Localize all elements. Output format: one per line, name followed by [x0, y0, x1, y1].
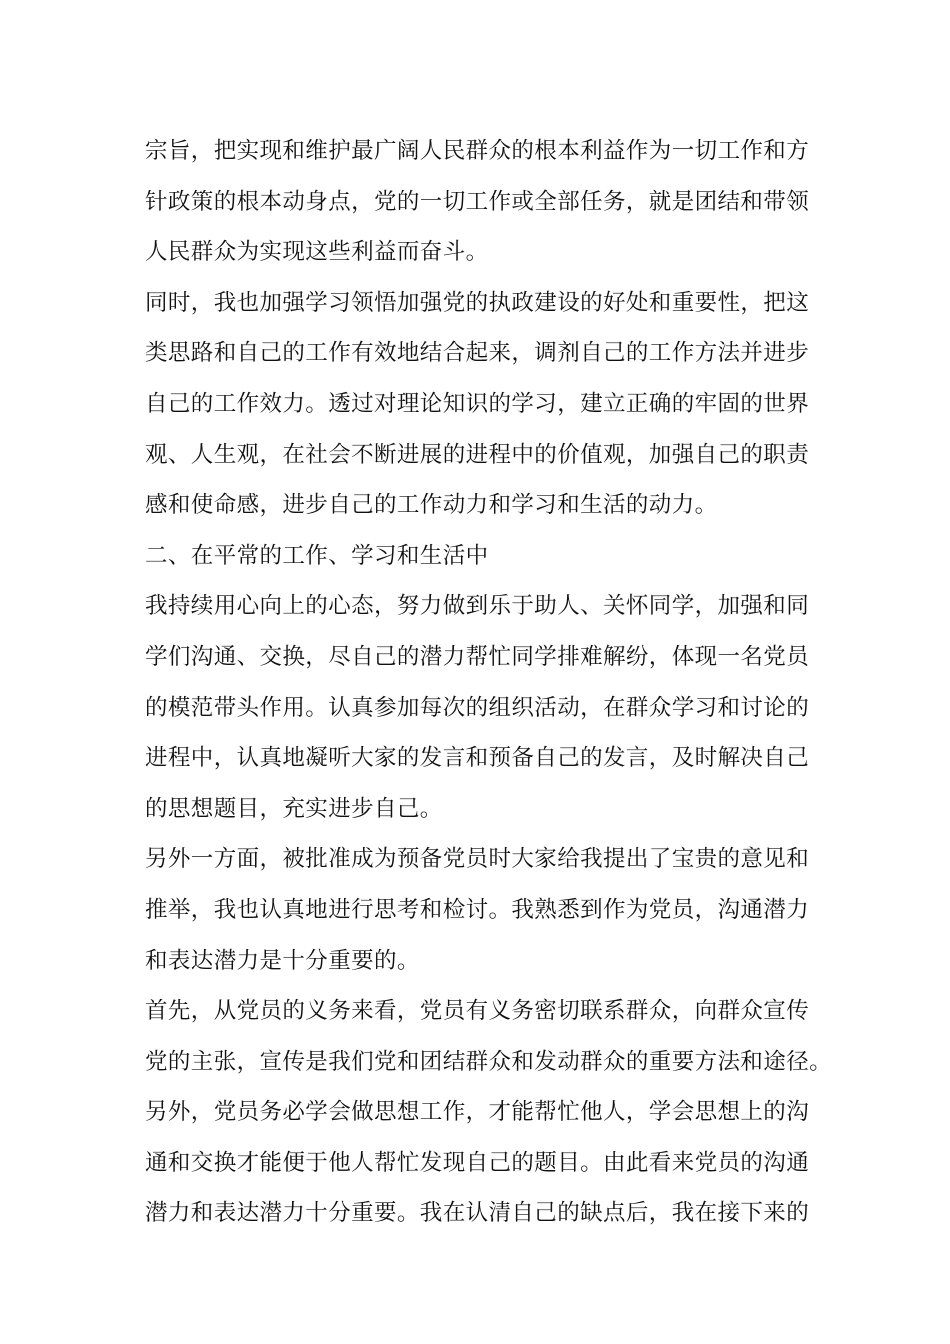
text-line: 首先，从党员的义务来看，党员有义务密切联系群众，向群众宣传 — [145, 998, 810, 1025]
text-line: 党的主张，宣传是我们党和团结群众和发动群众的重要方法和途径。 — [145, 1048, 833, 1075]
text-line: 另外，党员务必学会做思想工作，才能帮忙他人，学会思想上的沟 — [145, 1099, 810, 1126]
text-line: 学们沟通、交换，尽自己的潜力帮忙同学排难解纷，体现一名党员 — [145, 643, 810, 670]
text-line: 和表达潜力是十分重要的。 — [145, 947, 420, 974]
text-line: 同时，我也加强学习领悟加强党的执政建设的好处和重要性，把这 — [145, 289, 810, 316]
text-line: 推举，我也认真地进行思考和检讨。我熟悉到作为党员，沟通潜力 — [145, 896, 810, 923]
text-line: 类思路和自己的工作有效地结合起来，调剂自己的工作方法并进步 — [145, 340, 810, 367]
section-heading: 二、在平常的工作、学习和生活中 — [145, 542, 489, 569]
text-line: 宗旨，把实现和维护最广阔人民群众的根本利益作为一切工作和方 — [145, 138, 810, 164]
text-line: 我持续用心向上的心态，努力做到乐于助人、关怀同学，加强和同 — [145, 593, 810, 620]
text-line: 潜力和表达潜力十分重要。我在认清自己的缺点后，我在接下来的 — [145, 1200, 810, 1227]
text-line: 的思想题目，充实进步自己。 — [145, 795, 443, 822]
text-line: 自己的工作效力。透过对理论知识的学习，建立正确的牢固的世界 — [145, 390, 810, 417]
text-line: 人民群众为实现这些利益而奋斗。 — [145, 239, 489, 266]
text-line: 感和使命感，进步自己的工作动力和学习和生活的动力。 — [145, 492, 718, 519]
text-line: 进程中，认真地凝听大家的发言和预备自己的发言，及时解决自己 — [145, 745, 810, 772]
text-line: 观、人生观，在社会不断进展的进程中的价值观，加强自己的职责 — [145, 441, 810, 468]
body-text — [145, 126, 833, 1239]
text-line: 另外一方面，被批准成为预备党员时大家给我提出了宝贵的意见和 — [145, 846, 810, 873]
text-line: 的模范带头作用。认真参加每次的组织活动，在群众学习和讨论的 — [145, 694, 810, 721]
text-line: 通和交换才能便于他人帮忙发现自己的题目。由此看来党员的沟通 — [145, 1149, 810, 1176]
text-line: 针政策的根本动身点，党的一切工作或全部任务，就是团结和带领 — [145, 188, 810, 215]
